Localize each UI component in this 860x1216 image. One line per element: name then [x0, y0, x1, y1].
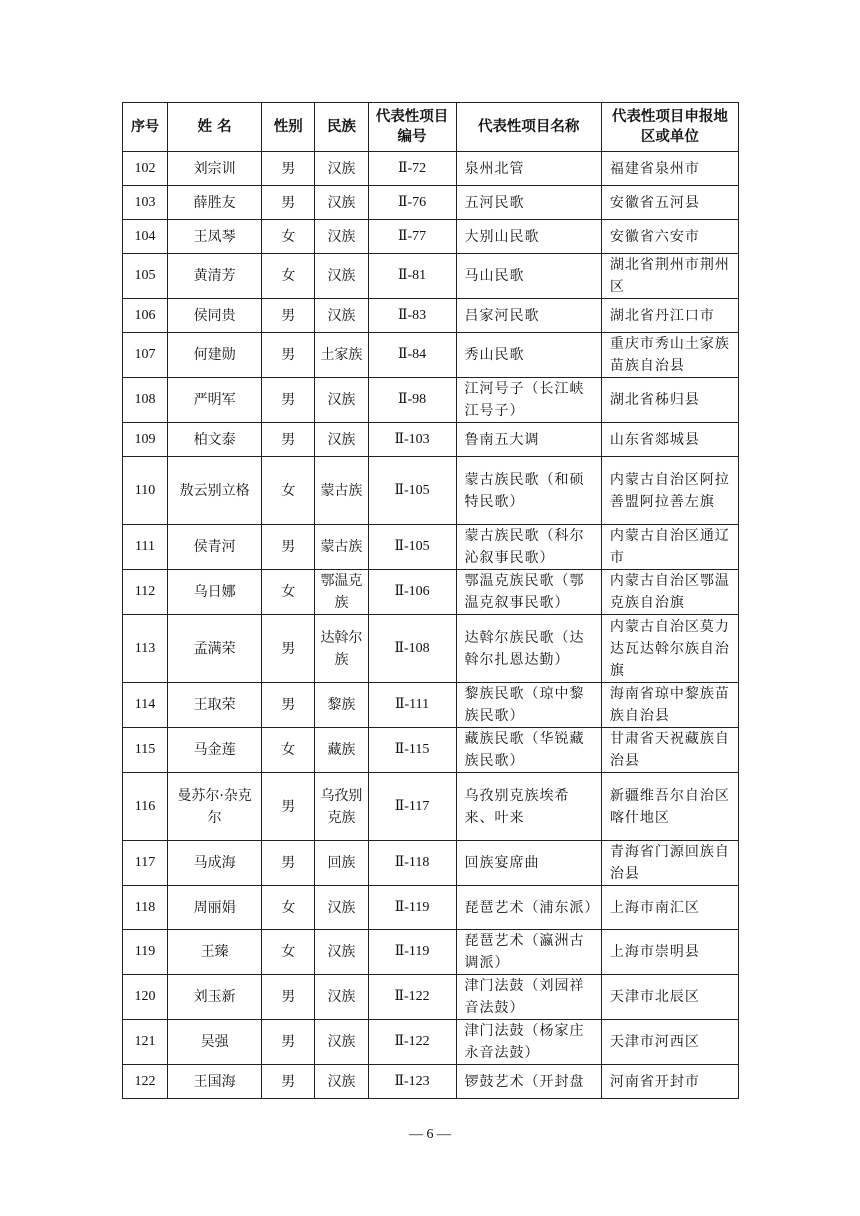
cell-no: 116: [123, 773, 168, 841]
table-row: [123, 186, 739, 220]
cell-ethnicity: 乌孜别克族: [315, 773, 368, 841]
cell-region: 河南省开封市: [601, 1065, 738, 1099]
cell-project: 鲁南五大调: [456, 423, 601, 457]
cell-ethnicity: 汉族: [315, 254, 368, 299]
cell-gender: 男: [262, 615, 315, 683]
cell-no: 107: [123, 333, 168, 378]
cell-region: 山东省郯城县: [601, 423, 738, 457]
cell-name: 马成海: [168, 841, 262, 886]
cell-no: 121: [123, 1020, 168, 1065]
cell-project: 蒙古族民歌（和硕特民歌）: [456, 457, 601, 525]
cell-project: 大别山民歌: [456, 220, 601, 254]
cell-name: 敖云别立格: [168, 457, 262, 525]
cell-gender: 男: [262, 423, 315, 457]
cell-project: 蒙古族民歌（科尔沁叙事民歌）: [456, 525, 601, 570]
cell-project: 藏族民歌（华锐藏族民歌）: [456, 728, 601, 773]
cell-code: Ⅱ-81: [368, 254, 456, 299]
cell-code: Ⅱ-72: [368, 152, 456, 186]
cell-region: 新疆维吾尔自治区喀什地区: [601, 773, 738, 841]
cell-ethnicity: 蒙古族: [315, 525, 368, 570]
cell-code: Ⅱ-105: [368, 457, 456, 525]
cell-name: 柏文泰: [168, 423, 262, 457]
cell-name: 王凤琴: [168, 220, 262, 254]
cell-name: 侯同贵: [168, 299, 262, 333]
table-row: [123, 457, 739, 525]
cell-region: 内蒙古自治区通辽市: [601, 525, 738, 570]
table-row: [123, 1020, 739, 1065]
cell-code: Ⅱ-122: [368, 1020, 456, 1065]
cell-ethnicity: 汉族: [315, 930, 368, 975]
header-row: [123, 103, 739, 152]
cell-name: 侯青河: [168, 525, 262, 570]
header-gender: 性别: [262, 103, 315, 152]
cell-name: 吴强: [168, 1020, 262, 1065]
cell-project: 五河民歌: [456, 186, 601, 220]
cell-gender: 男: [262, 378, 315, 423]
cell-name: 薛胜友: [168, 186, 262, 220]
cell-no: 118: [123, 886, 168, 930]
cell-project: 泉州北管: [456, 152, 601, 186]
cell-ethnicity: 汉族: [315, 220, 368, 254]
cell-region: 福建省泉州市: [601, 152, 738, 186]
cell-no: 105: [123, 254, 168, 299]
cell-region: 内蒙古自治区莫力达瓦达斡尔族自治旗: [601, 615, 738, 683]
cell-name: 王臻: [168, 930, 262, 975]
cell-no: 108: [123, 378, 168, 423]
cell-region: 重庆市秀山土家族苗族自治县: [601, 333, 738, 378]
cell-name: 刘宗训: [168, 152, 262, 186]
cell-gender: 男: [262, 773, 315, 841]
cell-project: 琵琶艺术（浦东派）: [456, 886, 601, 930]
cell-gender: 女: [262, 254, 315, 299]
header-region: 代表性项目申报地区或单位: [601, 103, 738, 152]
cell-no: 111: [123, 525, 168, 570]
cell-code: Ⅱ-122: [368, 975, 456, 1020]
cell-ethnicity: 汉族: [315, 1065, 368, 1099]
cell-gender: 男: [262, 333, 315, 378]
header-project: 代表性项目名称: [456, 103, 601, 152]
cell-project: 秀山民歌: [456, 333, 601, 378]
table-row: [123, 975, 739, 1020]
table-row: [123, 254, 739, 299]
cell-gender: 女: [262, 930, 315, 975]
cell-no: 119: [123, 930, 168, 975]
table-row: [123, 423, 739, 457]
cell-region: 湖北省秭归县: [601, 378, 738, 423]
cell-region: 安徽省五河县: [601, 186, 738, 220]
cell-gender: 女: [262, 728, 315, 773]
header-ethnicity: 民族: [315, 103, 368, 152]
cell-region: 海南省琼中黎族苗族自治县: [601, 683, 738, 728]
cell-name: 黄清芳: [168, 254, 262, 299]
cell-project: 津门法鼓（刘园祥音法鼓）: [456, 975, 601, 1020]
cell-gender: 男: [262, 152, 315, 186]
table-row: [123, 728, 739, 773]
cell-region: 湖北省丹江口市: [601, 299, 738, 333]
cell-name: 严明军: [168, 378, 262, 423]
cell-gender: 男: [262, 975, 315, 1020]
cell-ethnicity: 回族: [315, 841, 368, 886]
cell-project: 回族宴席曲: [456, 841, 601, 886]
cell-no: 113: [123, 615, 168, 683]
cell-name: 曼苏尔·杂克尔: [168, 773, 262, 841]
cell-project: 乌孜别克族埃希来、叶来: [456, 773, 601, 841]
cell-code: Ⅱ-98: [368, 378, 456, 423]
cell-code: Ⅱ-105: [368, 525, 456, 570]
cell-gender: 男: [262, 1065, 315, 1099]
page-number: — 6 —: [409, 1127, 451, 1142]
cell-no: 122: [123, 1065, 168, 1099]
cell-project: 达斡尔族民歌（达斡尔扎恩达勤）: [456, 615, 601, 683]
cell-ethnicity: 汉族: [315, 975, 368, 1020]
cell-code: Ⅱ-76: [368, 186, 456, 220]
cell-gender: 男: [262, 299, 315, 333]
table-row: [123, 220, 739, 254]
cell-ethnicity: 汉族: [315, 378, 368, 423]
cell-no: 109: [123, 423, 168, 457]
table-row: [123, 1065, 739, 1099]
cell-ethnicity: 藏族: [315, 728, 368, 773]
table-row: [123, 152, 739, 186]
cell-code: Ⅱ-111: [368, 683, 456, 728]
table-row: [123, 886, 739, 930]
cell-ethnicity: 汉族: [315, 186, 368, 220]
cell-region: 上海市南汇区: [601, 886, 738, 930]
cell-code: Ⅱ-103: [368, 423, 456, 457]
cell-ethnicity: 蒙古族: [315, 457, 368, 525]
cell-name: 周丽娟: [168, 886, 262, 930]
cell-name: 王取荣: [168, 683, 262, 728]
cell-ethnicity: 达斡尔族: [315, 615, 368, 683]
table-row: [123, 615, 739, 683]
cell-no: 110: [123, 457, 168, 525]
cell-gender: 女: [262, 457, 315, 525]
cell-project: 江河号子（长江峡江号子）: [456, 378, 601, 423]
cell-ethnicity: 汉族: [315, 152, 368, 186]
cell-code: Ⅱ-77: [368, 220, 456, 254]
cell-name: 乌日娜: [168, 570, 262, 615]
cell-name: 孟满荣: [168, 615, 262, 683]
cell-no: 120: [123, 975, 168, 1020]
table-row: [123, 525, 739, 570]
cell-project: 琵琶艺术（瀛洲古调派）: [456, 930, 601, 975]
header-name: 姓 名: [168, 103, 262, 152]
cell-code: Ⅱ-108: [368, 615, 456, 683]
table-row: [123, 333, 739, 378]
cell-region: 天津市河西区: [601, 1020, 738, 1065]
cell-no: 114: [123, 683, 168, 728]
table-row: [123, 841, 739, 886]
cell-project: 鄂温克族民歌（鄂温克叙事民歌）: [456, 570, 601, 615]
header-no: 序号: [123, 103, 168, 152]
cell-ethnicity: 土家族: [315, 333, 368, 378]
cell-gender: 女: [262, 886, 315, 930]
cell-no: 112: [123, 570, 168, 615]
cell-region: 甘肃省天祝藏族自治县: [601, 728, 738, 773]
cell-project: 锣鼓艺术（开封盘: [456, 1065, 601, 1099]
cell-name: 刘玉新: [168, 975, 262, 1020]
cell-no: 117: [123, 841, 168, 886]
cell-code: Ⅱ-119: [368, 886, 456, 930]
table-row: [123, 930, 739, 975]
cell-code: Ⅱ-84: [368, 333, 456, 378]
cell-project: 马山民歌: [456, 254, 601, 299]
cell-code: Ⅱ-115: [368, 728, 456, 773]
cell-no: 102: [123, 152, 168, 186]
cell-region: 安徽省六安市: [601, 220, 738, 254]
cell-project: 黎族民歌（琼中黎族民歌）: [456, 683, 601, 728]
cell-gender: 女: [262, 220, 315, 254]
cell-code: Ⅱ-106: [368, 570, 456, 615]
header-code: 代表性项目编号: [368, 103, 456, 152]
cell-project: 吕家河民歌: [456, 299, 601, 333]
cell-no: 103: [123, 186, 168, 220]
table-header: [123, 103, 739, 152]
cell-code: Ⅱ-118: [368, 841, 456, 886]
cell-no: 106: [123, 299, 168, 333]
cell-name: 王国海: [168, 1065, 262, 1099]
cell-name: 马金莲: [168, 728, 262, 773]
cell-code: Ⅱ-83: [368, 299, 456, 333]
table-row: [123, 683, 739, 728]
table-row: [123, 773, 739, 841]
cell-code: Ⅱ-117: [368, 773, 456, 841]
cell-no: 115: [123, 728, 168, 773]
cell-code: Ⅱ-123: [368, 1065, 456, 1099]
table-row: [123, 299, 739, 333]
cell-no: 104: [123, 220, 168, 254]
table-row: [123, 570, 739, 615]
cell-gender: 男: [262, 186, 315, 220]
cell-gender: 男: [262, 1020, 315, 1065]
cell-region: 天津市北辰区: [601, 975, 738, 1020]
table-body: [123, 152, 739, 1099]
cell-ethnicity: 汉族: [315, 1020, 368, 1065]
cell-gender: 男: [262, 683, 315, 728]
cell-ethnicity: 汉族: [315, 423, 368, 457]
heritage-inheritors-table: [122, 102, 739, 1099]
cell-project: 津门法鼓（杨家庄永音法鼓）: [456, 1020, 601, 1065]
cell-ethnicity: 汉族: [315, 299, 368, 333]
cell-region: 内蒙古自治区阿拉善盟阿拉善左旗: [601, 457, 738, 525]
cell-code: Ⅱ-119: [368, 930, 456, 975]
cell-region: 上海市崇明县: [601, 930, 738, 975]
table-row: [123, 378, 739, 423]
cell-gender: 男: [262, 525, 315, 570]
cell-region: 湖北省荆州市荆州区: [601, 254, 738, 299]
cell-region: 青海省门源回族自治县: [601, 841, 738, 886]
cell-ethnicity: 鄂温克族: [315, 570, 368, 615]
cell-gender: 男: [262, 841, 315, 886]
cell-ethnicity: 汉族: [315, 886, 368, 930]
cell-region: 内蒙古自治区鄂温克族自治旗: [601, 570, 738, 615]
cell-ethnicity: 黎族: [315, 683, 368, 728]
cell-gender: 女: [262, 570, 315, 615]
cell-name: 何建勋: [168, 333, 262, 378]
